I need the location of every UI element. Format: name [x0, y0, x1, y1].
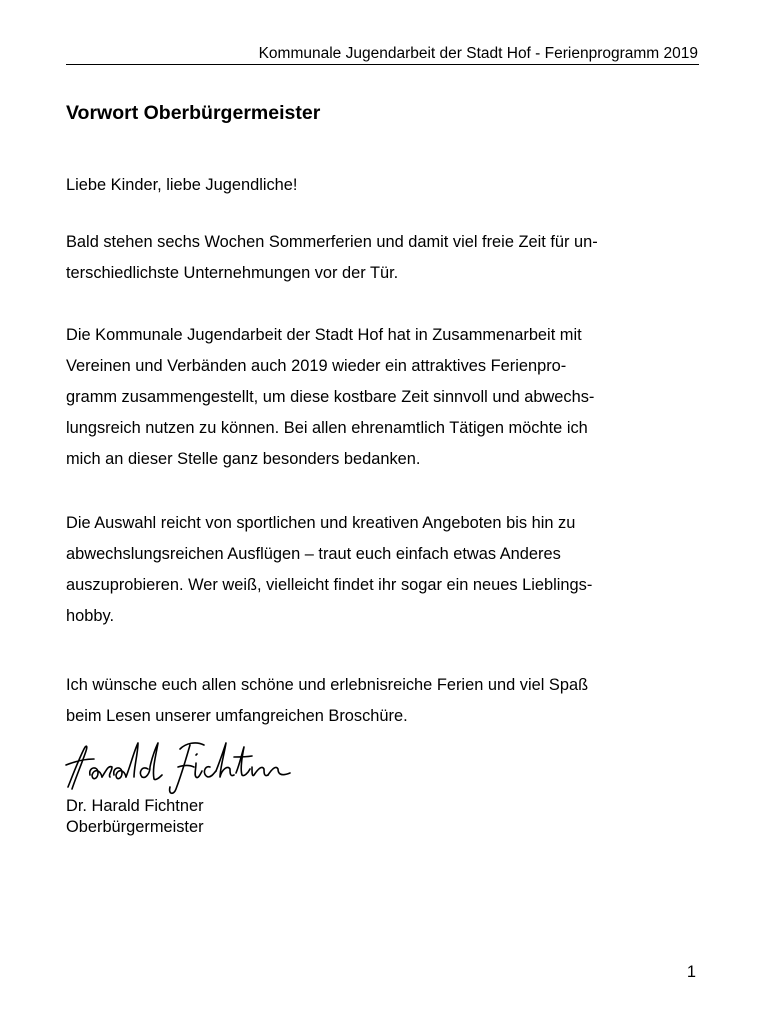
paragraph-3 [66, 508, 716, 632]
paragraph-line: Vereinen und Verbänden auch 2019 wieder ein attraktives Ferienpro- [66, 357, 567, 375]
paragraph-2 [66, 320, 716, 475]
greeting [66, 170, 716, 201]
running-header: Kommunale Jugendarbeit der Stadt Hof - Ferienprogramm 2019 [258, 45, 698, 62]
paragraph-line: gramm zusammengestellt, um diese kostbare Zeit sinnvoll und abwechs- [66, 388, 595, 406]
page-number: 1 [686, 963, 696, 981]
signatory-role: Oberbürgermeister [66, 818, 204, 836]
paragraph-line: terschiedlichste Unternehmungen vor der Tür. [66, 264, 399, 282]
handwritten-signature [64, 739, 292, 797]
paragraph-line: Die Auswahl reicht von sportlichen und kreativen Angeboten bis hin zu [66, 514, 576, 532]
paragraph-4 [66, 670, 716, 732]
greeting-line: Liebe Kinder, liebe Jugendliche! [66, 176, 298, 194]
paragraph-1 [66, 227, 716, 289]
paragraph-line: Bald stehen sechs Wochen Sommerferien und damit viel freie Zeit für un- [66, 233, 598, 251]
paragraph-line: abwechslungsreichen Ausflügen – traut euch einfach etwas Anderes [66, 545, 561, 563]
paragraph-line: hobby. [66, 607, 114, 625]
paragraph-line: Ich wünsche euch allen schöne und erlebnisreiche Ferien und viel Spaß [66, 676, 589, 694]
paragraph-line: mich an dieser Stelle ganz besonders bedanken. [66, 450, 421, 468]
paragraph-line: lungsreich nutzen zu können. Bei allen ehrenamtlich Tätigen möchte ich [66, 419, 588, 437]
page-title: Vorwort Oberbürgermeister [66, 102, 321, 124]
signatory-name: Dr. Harald Fichtner [66, 797, 204, 815]
signature-block [66, 796, 204, 838]
paragraph-line: auszuprobieren. Wer weiß, vielleicht findet ihr sogar ein neues Lieblings- [66, 576, 593, 594]
paragraph-line: Die Kommunale Jugendarbeit der Stadt Hof hat in Zusammenarbeit mit [66, 326, 582, 344]
header-rule [66, 64, 699, 65]
paragraph-line: beim Lesen unserer umfangreichen Broschüre. [66, 707, 408, 725]
